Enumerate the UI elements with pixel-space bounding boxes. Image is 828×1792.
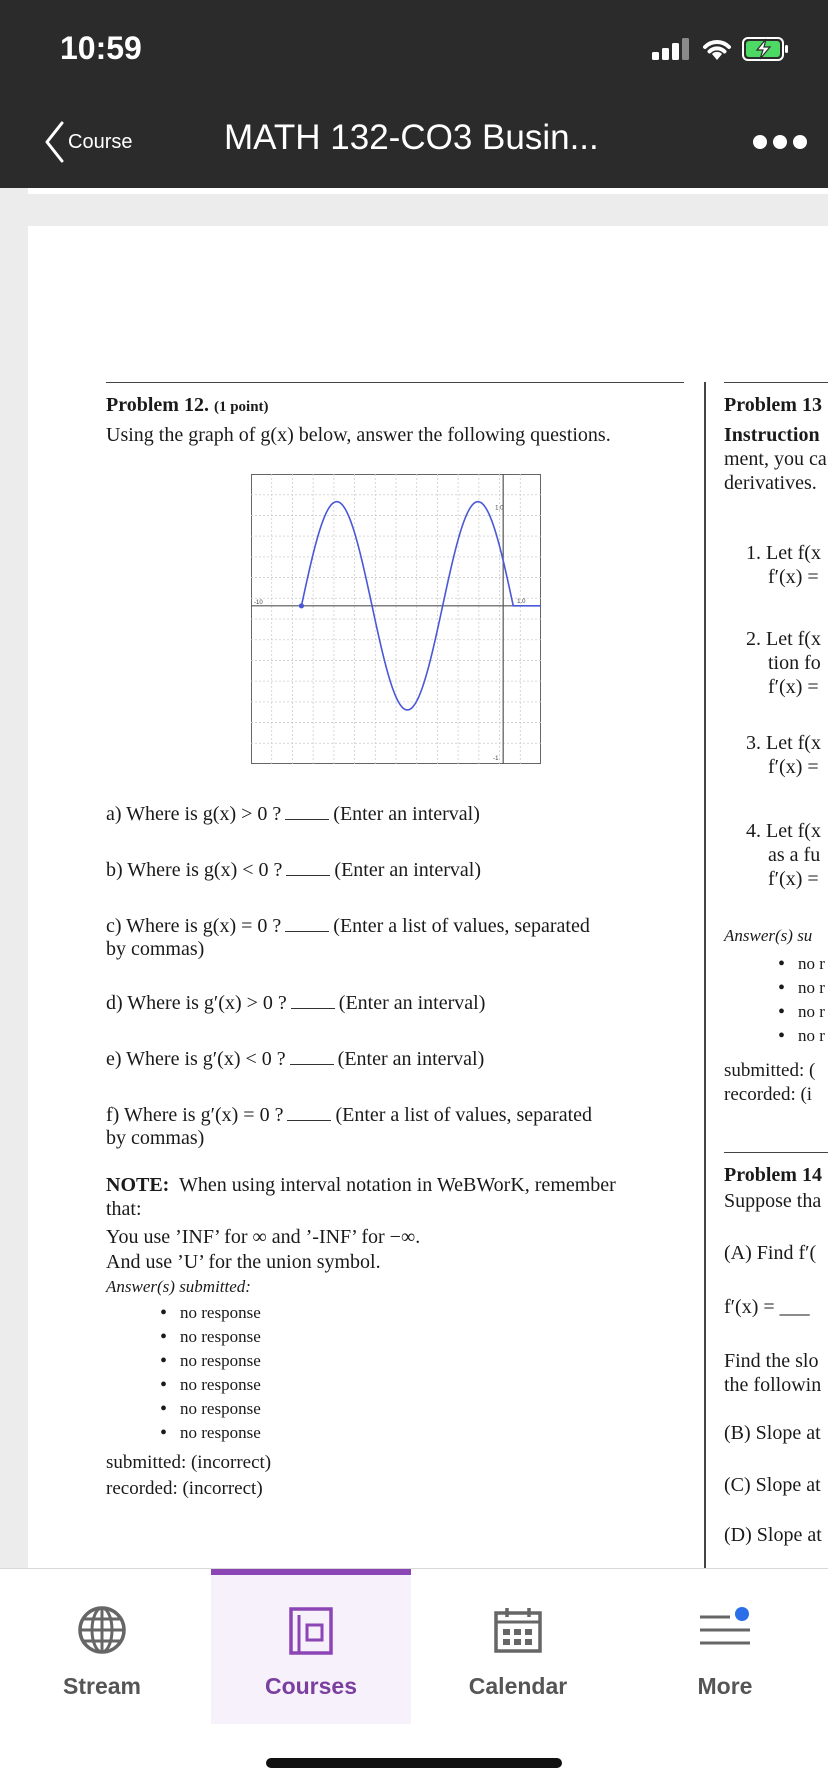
problem-12-points: (1 point) [213, 399, 269, 415]
problem-13-item-4-answer: f′(x) = [768, 868, 819, 890]
problem-14-fprime: f′(x) = ___ [724, 1296, 810, 1318]
globe-icon [77, 1605, 127, 1655]
answer-f-field[interactable] [287, 1120, 331, 1121]
status-time: 10:59 [60, 30, 142, 66]
problem-13-submitted: submitted: ( [724, 1060, 816, 1081]
question-d [106, 992, 485, 1015]
question-a [106, 803, 480, 826]
question-a-label: a) Where is g(x) > 0 ? [106, 803, 282, 825]
wifi-icon [700, 36, 734, 62]
x-tick-label: 1.0 [517, 598, 526, 605]
question-a-hint: (Enter an interval) [333, 803, 480, 825]
active-tab-indicator [211, 1569, 411, 1575]
problem-14-title: Problem 14 [724, 1164, 822, 1186]
problem-14-find: Find the slo [724, 1350, 819, 1372]
question-f [106, 1104, 592, 1127]
note-line-4: And use ’U’ for the union symbol. [106, 1251, 381, 1273]
question-c [106, 915, 590, 938]
problem-14-line-1: Suppose tha [724, 1190, 822, 1212]
tab-stream-label: Stream [63, 1673, 141, 1699]
problem-14-part-a: (A) Find f′( [724, 1242, 817, 1264]
question-f-label: f) Where is g′(x) = 0 ? [106, 1104, 284, 1126]
problem-13-line-3: derivatives. [724, 472, 817, 494]
response-item: • no response [180, 1423, 261, 1443]
submitted-status: submitted: (incorrect) [106, 1452, 272, 1473]
calendar-icon [493, 1605, 543, 1655]
more-menu-icon [700, 1605, 750, 1655]
problem-14-part-b: (B) Slope at [724, 1422, 821, 1444]
document-viewer[interactable] [0, 188, 828, 1568]
answer-e-field[interactable] [290, 1064, 334, 1065]
note-line-1 [106, 1174, 616, 1197]
response-item: • no response [180, 1375, 261, 1395]
problem-13-title: Problem 13 [724, 394, 822, 416]
tab-calendar-label: Calendar [468, 1673, 568, 1699]
problem-13-line-2: ment, you ca [724, 448, 827, 470]
question-d-label: d) Where is g′(x) > 0 ? [106, 992, 287, 1014]
x-tick-label: -10 [254, 599, 263, 606]
note-text-1: When using interval notation in WeBWorK, remember [178, 1174, 616, 1196]
previous-page-edge [28, 188, 828, 194]
question-e-hint: (Enter an interval) [337, 1048, 485, 1070]
problem-13-item-3-answer: f′(x) = [768, 756, 819, 778]
question-c-label: c) Where is g(x) = 0 ? [106, 915, 282, 937]
note-label: NOTE: [106, 1174, 170, 1196]
problem-13-item-3: 3. Let f(x [746, 732, 821, 754]
question-b [106, 859, 481, 882]
tab-more[interactable] [625, 1569, 825, 1724]
answers-submitted-label: Answer(s) submitted: [106, 1277, 251, 1296]
courses-icon [286, 1605, 336, 1655]
tab-stream[interactable] [2, 1569, 202, 1724]
home-indicator [266, 1758, 562, 1768]
response-item: • no r [798, 978, 825, 998]
page-title: MATH 132-CO3 Busin... [224, 118, 599, 157]
question-d-hint: (Enter an interval) [338, 992, 486, 1014]
tab-more-label: More [697, 1673, 753, 1699]
problem-12-rule [106, 382, 684, 383]
response-item: • no r [798, 1002, 825, 1022]
function-graph [251, 474, 541, 764]
question-f-hint-cont: by commas) [106, 1127, 205, 1149]
back-button[interactable] [42, 116, 132, 168]
problem-13-recorded: recorded: (i [724, 1084, 813, 1105]
problem-14-rule [724, 1152, 828, 1153]
problem-13-item-2-answer: f′(x) = [768, 676, 819, 698]
battery-charging-icon [742, 36, 790, 62]
endpoint-marker [299, 603, 304, 608]
response-item: • no response [180, 1399, 261, 1419]
question-e [106, 1048, 484, 1071]
tab-courses-label: Courses [264, 1673, 358, 1699]
question-c-hint-cont: by commas) [106, 938, 205, 960]
note-line-3: You use ’INF’ for ∞ and ’-INF’ for −∞. [106, 1226, 421, 1248]
cellular-signal-icon [652, 38, 690, 60]
tab-calendar[interactable] [418, 1569, 618, 1724]
problem-14-part-d: (D) Slope at [724, 1524, 822, 1546]
problem-12-title [106, 394, 269, 417]
more-options-icon[interactable] [752, 134, 808, 150]
status-bar [0, 0, 828, 96]
question-b-hint: (Enter an interval) [334, 859, 481, 881]
tab-courses[interactable] [211, 1569, 411, 1724]
column-divider [704, 382, 706, 1568]
y-tick-label: -1 [493, 756, 499, 762]
chevron-left-icon [42, 119, 66, 165]
problem-13-item-1: 1. Let f(x [746, 542, 821, 564]
problem-12-number: Problem 12. [106, 394, 209, 416]
response-item: • no response [180, 1351, 261, 1371]
response-item: • no r [798, 954, 825, 974]
question-f-hint: (Enter a list of values, separated [335, 1104, 593, 1126]
question-b-label: b) Where is g(x) < 0 ? [106, 859, 283, 881]
back-label: Course [68, 130, 133, 153]
answer-a-field[interactable] [285, 819, 329, 820]
response-item: • no response [180, 1327, 261, 1347]
problem-13-item-2-cont: tion fo [768, 652, 821, 674]
note-line-2: that: [106, 1198, 142, 1220]
question-e-label: e) Where is g′(x) < 0 ? [106, 1048, 286, 1070]
problem-13-item-4: 4. Let f(x [746, 820, 821, 842]
answer-d-field[interactable] [291, 1008, 335, 1009]
problem-14-following: the followin [724, 1374, 822, 1396]
problem-13-rule [724, 382, 828, 383]
problem-14-part-c: (C) Slope at [724, 1474, 821, 1496]
y-tick-label: 1.0 [495, 505, 504, 512]
problem-13-answers-label: Answer(s) su [724, 926, 813, 945]
problem-13-item-2: 2. Let f(x [746, 628, 821, 650]
response-item: • no r [798, 1026, 825, 1046]
recorded-status: recorded: (incorrect) [106, 1478, 263, 1499]
problem-13-instruction: Instruction [724, 424, 820, 446]
answer-c-field[interactable] [285, 931, 329, 932]
document-page [28, 226, 828, 1568]
answer-b-field[interactable] [286, 875, 330, 876]
problem-13-item-4-cont: as a fu [768, 844, 821, 866]
problem-12-intro: Using the graph of g(x) below, answer the following questions. [106, 424, 611, 446]
nav-bar [0, 96, 828, 188]
problem-13-item-1-answer: f′(x) = [768, 566, 819, 588]
response-item: • no response [180, 1303, 261, 1323]
question-c-hint: (Enter a list of values, separated [333, 915, 590, 937]
